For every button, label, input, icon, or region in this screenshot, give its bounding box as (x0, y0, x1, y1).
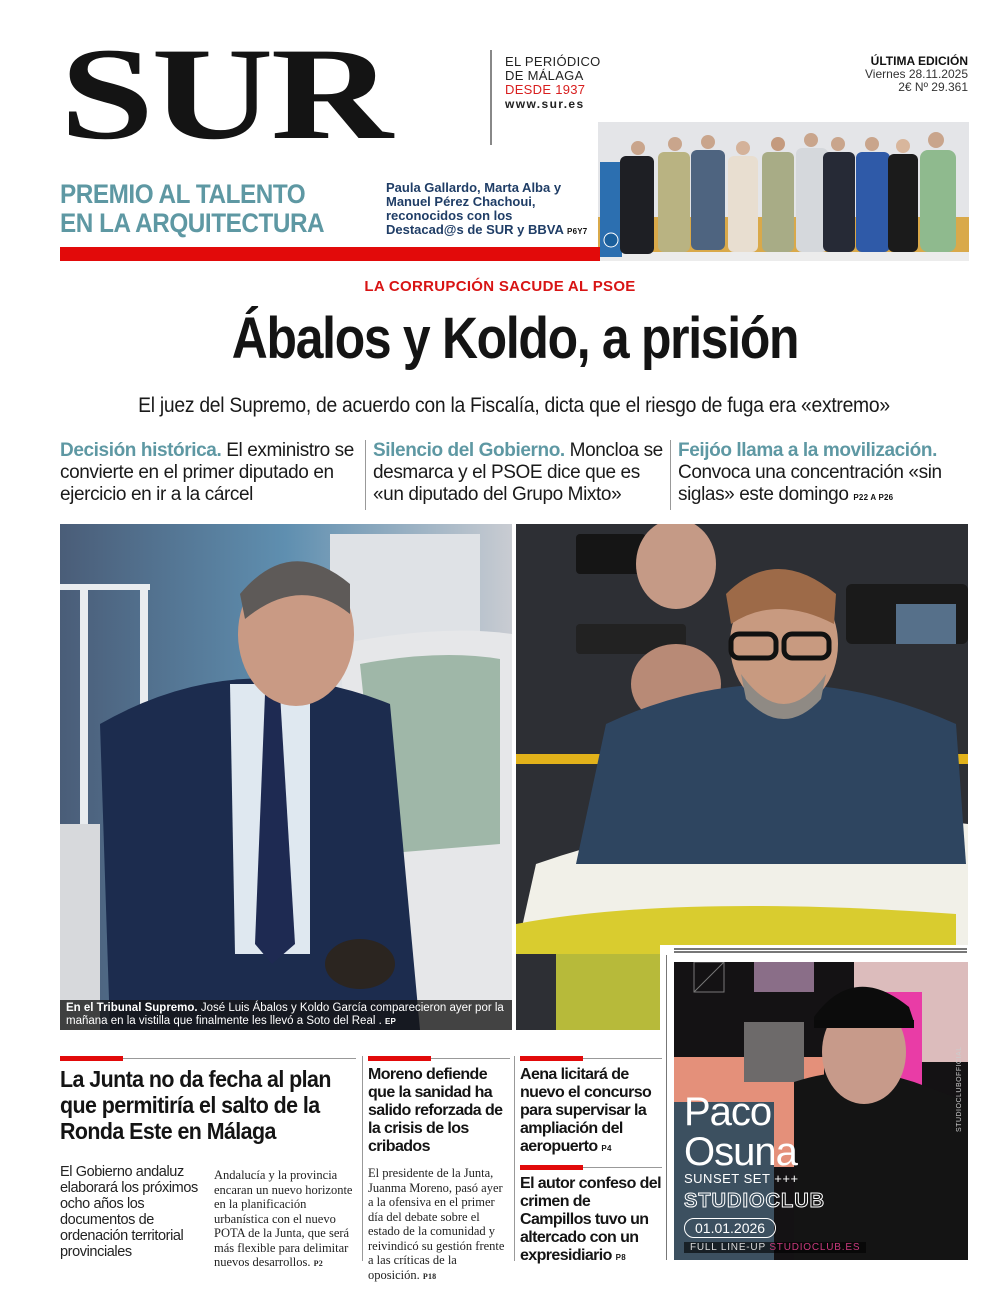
promo-group-photo[interactable] (598, 122, 969, 261)
ad-instagram-handle: STUDIOCLUBOFFICIAL (956, 1046, 963, 1132)
price-issue: 2€ Nº 29.361 (898, 80, 968, 94)
edition-info (865, 55, 968, 94)
story-page-ref: P2 (313, 1259, 323, 1268)
photo-abalos-image (60, 524, 512, 1030)
story-page-ref: P8 (615, 1253, 626, 1262)
story-junta-body (214, 1168, 356, 1272)
summary-lead: Silencio del Gobierno. (373, 440, 565, 461)
story-moreno-headline[interactable]: Moreno defiende que la sanidad ha salido reforzada de la crisis de los cribados (368, 1066, 503, 1155)
promo-summary[interactable] (386, 181, 591, 239)
ad-name-line2: Osuna (684, 1130, 797, 1174)
caption-text: José Luis Ábalos y Koldo García comparecieron ayer por la mañana en la vistilla que finalmente les llevó a Soto del Real . (66, 1002, 504, 1027)
ad-footer-text: FULL LINE-UP (690, 1242, 770, 1253)
story-aena-headline[interactable] (520, 1066, 665, 1158)
summary-column-feijoo[interactable] (670, 440, 970, 510)
caption-lead: En el Tribunal Supremo. (66, 1002, 198, 1014)
masthead-divider (490, 50, 492, 145)
summary-lead: Feijóo llama a la movilización. (678, 440, 937, 461)
story-red-marker (520, 1056, 583, 1061)
lead-subhead: El juez del Supremo, de acuerdo con la Fiscalía, dicta que el riesgo de fuga era «extremo» (138, 394, 890, 417)
summary-column-government[interactable] (365, 440, 670, 510)
story-page-ref: P4 (601, 1144, 612, 1153)
masthead-tagline (505, 55, 601, 111)
story-body-text: Andalucía y la provincia encaran un nuevo horizonte en la planificación urbanística con el nuevo POTA de la Junta, que será más flexible para delimitar nuevos desarrollos. (214, 1168, 353, 1269)
website-link[interactable]: www.sur.es (505, 97, 585, 111)
ad-event-date: 01.01.2026 (684, 1218, 776, 1238)
group-photo-image (598, 122, 969, 261)
advertisement-studioclub[interactable] (674, 962, 968, 1260)
caption-credit: EP (385, 1017, 397, 1026)
promo-text: Paula Gallardo, Marta Alba y Manuel Pérez Chachoui, reconocidos con los Destacad@s de SUR y BBVA (386, 180, 564, 237)
ad-artist-name (684, 1092, 797, 1172)
summary-page-ref: P22 A P26 (853, 493, 894, 502)
summary-text: Moncloa se desmarca y el PSOE dice que es «un diputado del Grupo Mixto» (373, 440, 663, 505)
story-page-ref: P18 (422, 1271, 437, 1281)
lead-summary-columns (60, 440, 970, 510)
photo-caption (60, 1000, 512, 1030)
summary-text: El exministro se convierte en el primer diputado en ejercicio en ir a la cárcel (60, 440, 354, 505)
column-divider (362, 1056, 363, 1261)
story-red-marker (520, 1165, 583, 1170)
edition-date: Viernes 28.11.2025 (865, 67, 968, 81)
story-red-marker (368, 1056, 431, 1061)
ad-footer-site[interactable]: STUDIOCLUB.ES (769, 1242, 861, 1253)
column-divider (514, 1056, 515, 1261)
ad-footer (684, 1242, 866, 1253)
story-body-text: El presidente de la Junta, Juanma Moreno, pasó ayer a la ofensiva en el primer día del debate sobre el estado de la comunidad y reivindicó su gestión frente a las críticas de la oposición. (368, 1166, 505, 1282)
story-moreno-body (368, 1166, 508, 1284)
edition-label: ÚLTIMA EDICIÓN (870, 54, 968, 68)
photo-abalos[interactable] (60, 524, 512, 1030)
ad-club-logo: STUDIOCLUB (684, 1190, 826, 1212)
tagline-line2: DE MÁLAGA (505, 68, 584, 83)
summary-column-decision[interactable] (60, 440, 365, 510)
lead-kicker: LA CORRUPCIÓN SACUDE AL PSOE (364, 278, 636, 295)
tagline-line1: EL PERIÓDICO (505, 54, 601, 69)
newspaper-logo[interactable]: SUR (60, 20, 391, 167)
ad-left-rule (666, 955, 667, 1260)
promo-page-ref: P6Y7 (567, 227, 588, 236)
story-headline-text: Aena licitará de nuevo el concurso para supervisar la ampliación del aeropuerto (520, 1066, 652, 1155)
summary-text: Convoca una concentración «sin siglas» este domingo (678, 462, 942, 505)
lead-headline[interactable]: Ábalos y Koldo, a prisión (231, 306, 799, 371)
story-campillos-headline[interactable] (520, 1175, 665, 1267)
tagline-since: DESDE 1937 (505, 82, 586, 97)
promo-title-line1: PREMIO AL TALENTO (60, 179, 306, 209)
summary-lead: Decisión histórica. (60, 440, 222, 461)
promo-title-line2: EN LA ARQUITECTURA (60, 208, 325, 238)
story-junta-headline[interactable]: La Junta no da fecha al plan que permitiría el salto de la Ronda Este en Málaga (60, 1066, 331, 1144)
story-headline-text: El autor confeso del crimen de Campillos tuvo un altercado con un expresidiario (520, 1175, 661, 1264)
ad-subtitle: SUNSET SET +++ (684, 1171, 799, 1186)
promo-title[interactable] (60, 180, 324, 238)
ad-name-line1: Paco (684, 1090, 772, 1134)
story-red-marker (60, 1056, 123, 1061)
story-junta-lead: El Gobierno andaluz elaborará los próximos ocho años los documentos de ordenación territorial provinciales (60, 1164, 198, 1260)
ad-top-rule (674, 948, 967, 953)
section-red-bar (60, 247, 600, 261)
